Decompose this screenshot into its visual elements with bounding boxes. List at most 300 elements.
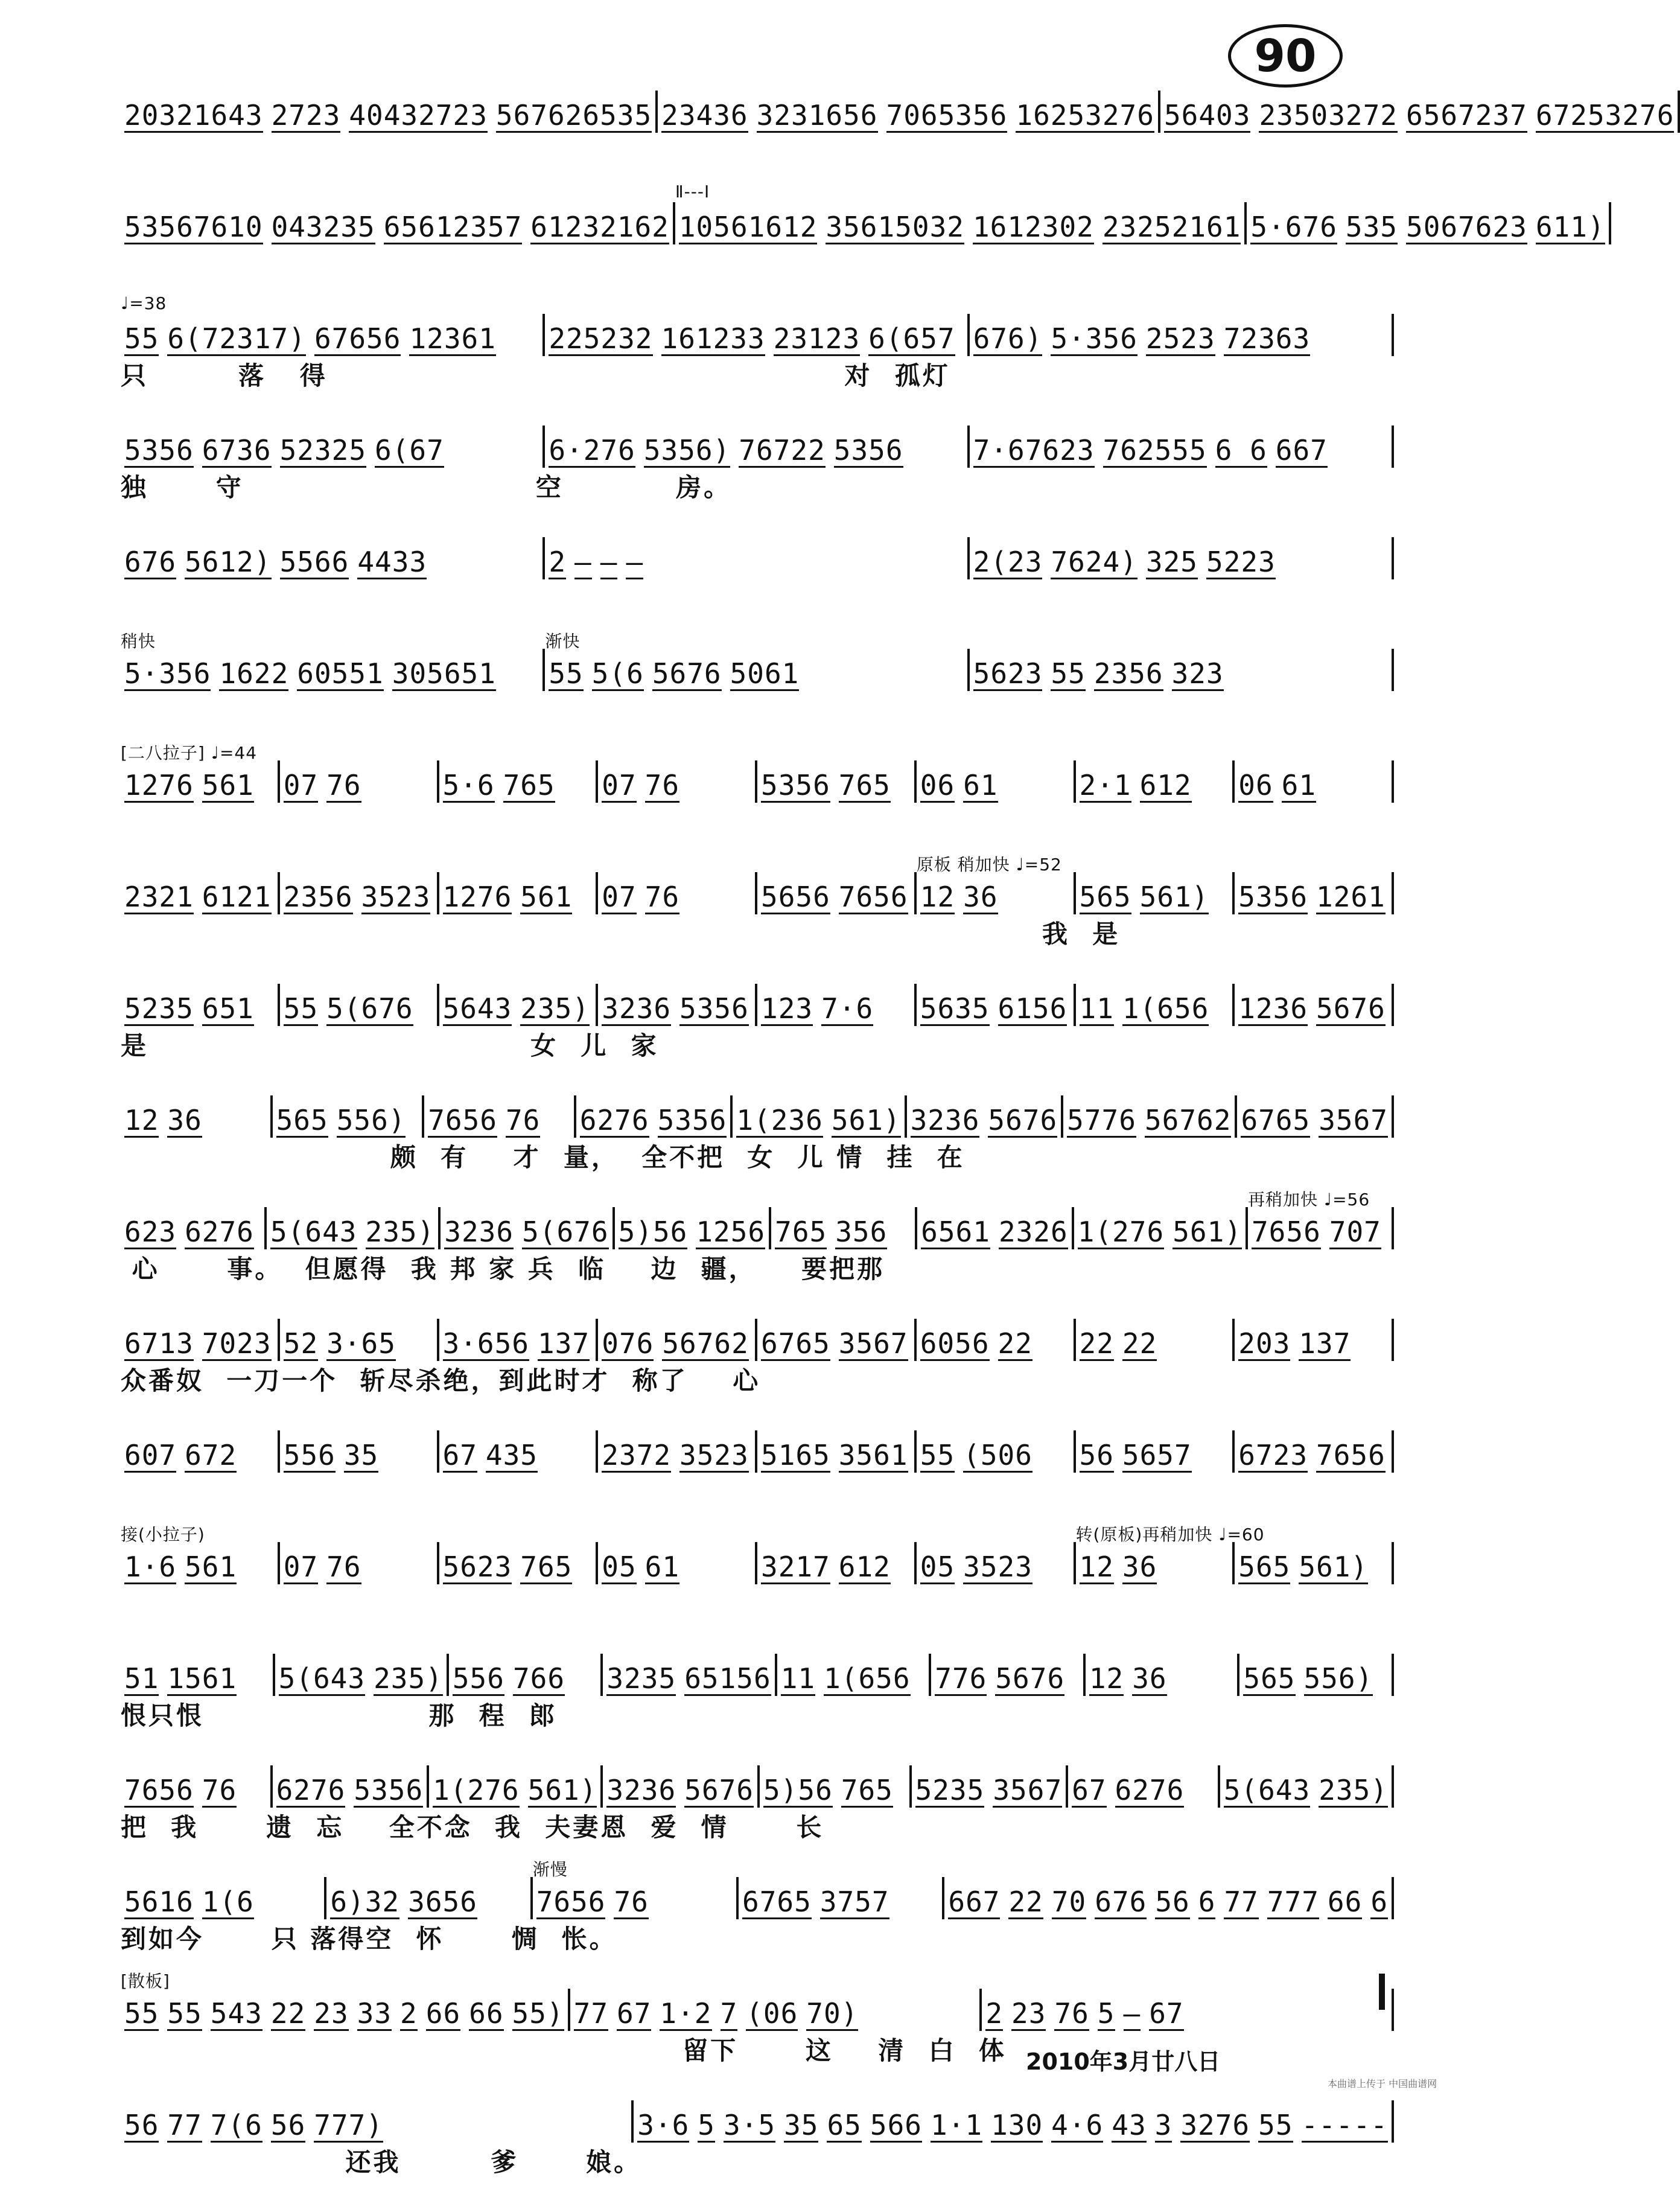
note-group: 1(656 — [1122, 992, 1209, 1025]
note-group: 235) — [520, 992, 590, 1025]
note-group: 76 — [1054, 1997, 1089, 2030]
measure — [603, 1765, 760, 1808]
note-group: 5623 — [973, 657, 1043, 690]
note-group: 3·5 — [724, 2109, 776, 2141]
measure — [121, 537, 545, 579]
note-group: 56 — [270, 2109, 306, 2141]
note-group: 61232162 — [530, 211, 669, 243]
note-group: 7656 — [1251, 1216, 1321, 1248]
tempo-annotation: Ⅱ---Ⅰ — [675, 182, 710, 202]
measure — [121, 293, 545, 356]
note-group: 23503272 — [1259, 99, 1398, 132]
measure — [424, 1095, 576, 1138]
note-group: 6276 — [185, 1216, 254, 1248]
note-group: 1(236 — [736, 1104, 823, 1136]
note-group: 55) — [512, 1997, 564, 2030]
note-group: 7656 — [536, 1885, 606, 1918]
lyrics-row — [121, 244, 1394, 281]
measure — [532, 1860, 739, 1919]
note-group: 7624) — [1051, 546, 1138, 578]
note-group: 672 — [185, 1439, 237, 1471]
note-group: 7·6 — [821, 992, 874, 1025]
measure — [121, 1319, 280, 1361]
note-group: 1236 — [1238, 992, 1308, 1025]
measure — [970, 426, 1394, 468]
notes-row — [121, 1654, 1394, 1696]
final-barline — [1379, 1974, 1385, 2010]
measure — [1235, 872, 1394, 914]
note-group: 676) — [973, 322, 1043, 355]
notes-row — [121, 1765, 1394, 1808]
note-group: 7·67623 — [973, 434, 1095, 467]
note-group: 5235 — [915, 1774, 985, 1806]
note-group: 5(676 — [522, 1216, 609, 1248]
measure — [121, 2100, 634, 2143]
note-group: 65612357 — [383, 211, 523, 243]
notes-row — [121, 984, 1394, 1026]
note-group: 6713 — [124, 1327, 194, 1360]
note-group: 3523 — [679, 1439, 749, 1471]
measure — [1076, 1430, 1235, 1473]
note-group: 356 — [835, 1216, 888, 1248]
note-group: 07 — [283, 1551, 319, 1583]
measure — [917, 1430, 1076, 1473]
note-group: 305651 — [392, 657, 496, 690]
tempo-annotation: ♩=38 — [121, 293, 167, 313]
notes-row — [121, 2100, 1394, 2143]
score-system — [121, 984, 1394, 1095]
score-system — [121, 1654, 1394, 1765]
note-group: 565 — [276, 1104, 328, 1136]
score — [121, 91, 1675, 2212]
measure — [634, 2100, 1394, 2143]
lyrics-row — [121, 803, 1394, 839]
lyrics-row — [121, 691, 1394, 727]
note-group: 3656 — [408, 1885, 477, 1918]
lyric-text: 我 是 — [121, 919, 1121, 949]
notes-row — [121, 1525, 1394, 1584]
note-group: 6 — [1198, 1885, 1216, 1918]
lyrics-row — [121, 1808, 1394, 1844]
note-group: 611) — [1535, 211, 1605, 243]
note-group: 1·6 — [124, 1551, 177, 1583]
note-group: 765 — [520, 1551, 573, 1583]
score-system — [121, 743, 1394, 872]
note-group: 2 — [549, 546, 567, 578]
measure — [757, 984, 917, 1026]
lyric-text: 心 事。 但愿得 我 邦 家 兵 临 边 疆， 要把那 — [121, 1254, 885, 1284]
note-group: 7(6 — [210, 2109, 262, 2141]
note-group: 56 — [124, 2109, 159, 2141]
note-group: 61 — [963, 769, 998, 802]
measure — [280, 984, 439, 1026]
note-group: 5616 — [124, 1885, 194, 1918]
note-group: 2326 — [998, 1216, 1068, 1248]
note-group: 6156 — [998, 992, 1068, 1025]
score-system — [121, 1860, 1394, 1989]
note-group: 130 — [991, 2109, 1043, 2141]
notes-row — [121, 182, 1605, 244]
measure — [1220, 1765, 1394, 1808]
note-group: 11 — [780, 1662, 816, 1695]
note-group: 5(6 — [591, 657, 644, 690]
notes-row — [121, 743, 1394, 803]
lyric-text: 众番奴 一刀一个 斩尽杀绝，到此时才 称了 心 — [121, 1366, 761, 1395]
measure — [576, 1095, 733, 1138]
note-group: 3523 — [963, 1551, 1032, 1583]
measure — [121, 984, 280, 1026]
measure — [1076, 1319, 1235, 1361]
measure — [598, 984, 757, 1026]
note-group: 1561 — [167, 1662, 237, 1695]
note-group: 40432723 — [349, 99, 488, 132]
note-group: 435 — [485, 1439, 538, 1471]
measure — [280, 1542, 439, 1584]
note-group: 06 — [920, 769, 955, 802]
note-group: 77 — [167, 2109, 202, 2141]
measure — [1235, 1319, 1394, 1361]
measure — [1076, 984, 1235, 1026]
note-group: 5676 — [684, 1774, 754, 1806]
note-group: 07 — [602, 881, 637, 913]
note-group: 66 — [1327, 1885, 1363, 1918]
measure — [280, 872, 439, 914]
notes-row — [121, 1860, 1394, 1919]
tempo-annotation: 稍快 — [121, 631, 156, 651]
lyrics-row — [121, 1919, 1394, 1955]
measure — [1235, 760, 1394, 803]
note-group: 3567 — [838, 1327, 908, 1360]
note-group: 2 — [400, 1997, 418, 2030]
note-group: 561 — [520, 881, 573, 913]
note-group: 5 — [1097, 1997, 1115, 2030]
measure — [439, 984, 599, 1026]
note-group: 5676 — [988, 1104, 1058, 1136]
note-group: 161233 — [661, 322, 765, 355]
note-group: 7 — [720, 1997, 738, 2030]
measure — [917, 984, 1076, 1026]
lyrics-row — [121, 133, 1394, 169]
notes-row — [121, 855, 1394, 914]
note-group: 35 — [343, 1439, 379, 1471]
note-group: 07 — [283, 769, 319, 802]
note-group: 5356 — [657, 1104, 727, 1136]
score-system — [121, 1765, 1394, 1877]
note-group: 5356 — [761, 769, 830, 802]
note-group: 762555 — [1102, 434, 1207, 467]
note-group: 67 — [442, 1439, 477, 1471]
note-group: 12361 — [409, 322, 496, 355]
lyric-text: 独 守 空 房。 — [121, 473, 732, 502]
note-group: 5356 — [679, 992, 749, 1025]
note-group: 70 — [1051, 1885, 1087, 1918]
note-group: 56 — [1079, 1439, 1114, 1471]
note-group: 5·6 — [442, 769, 495, 802]
measure — [545, 631, 969, 691]
note-group: 5061 — [730, 657, 800, 690]
note-group: 05 — [920, 1551, 955, 1583]
note-group: 1612302 — [972, 211, 1094, 243]
note-group: 5067623 — [1406, 211, 1527, 243]
lyric-text: 是 女 儿 家 — [121, 1031, 659, 1060]
notes-row — [121, 1190, 1394, 1249]
note-group: 1261 — [1316, 881, 1386, 913]
note-group: 765 — [841, 1774, 893, 1806]
tempo-annotation: 原板 稍加快 ♩=52 — [916, 855, 1062, 875]
note-group: 2(23 — [973, 546, 1043, 578]
measure — [280, 1319, 439, 1361]
note-group: 7656 — [124, 1774, 194, 1806]
note-group: 72363 — [1223, 322, 1311, 355]
note-group: 76 — [644, 769, 680, 802]
note-group: 67656 — [314, 322, 401, 355]
note-group: 6276 — [1115, 1774, 1185, 1806]
measure — [1247, 202, 1611, 244]
measure — [449, 1654, 603, 1696]
score-system — [121, 537, 1394, 649]
measure — [1076, 872, 1235, 914]
measure — [970, 537, 1394, 579]
note-group: 6(67 — [375, 434, 444, 467]
note-group: 3235 — [606, 1662, 676, 1695]
note-group: 36 — [963, 881, 998, 913]
note-group: 22 — [270, 1997, 306, 2030]
measure — [733, 1095, 906, 1138]
note-group: 137 — [537, 1327, 590, 1360]
note-group: 777 — [1267, 1885, 1319, 1918]
note-group: 55 — [124, 1997, 159, 2030]
tempo-annotation: [散板] — [121, 1971, 170, 1991]
note-group: 76 — [505, 1104, 541, 1136]
note-group: 55 — [1051, 657, 1086, 690]
score-system — [121, 91, 1675, 202]
note-group: 12 — [124, 1104, 159, 1136]
notes-row — [121, 426, 1394, 468]
measure — [570, 1989, 982, 2031]
measure — [1237, 1095, 1394, 1138]
measure — [912, 1765, 1069, 1808]
note-group: 3236 — [444, 1216, 514, 1248]
score-system — [121, 293, 1394, 426]
note-group: 67 — [1072, 1774, 1107, 1806]
measure — [944, 1877, 1394, 1919]
note-group: 6(72317) — [167, 322, 306, 355]
note-group: 235) — [365, 1216, 435, 1248]
note-group: 323 — [1171, 657, 1224, 690]
note-group: 5·356 — [1051, 322, 1138, 355]
note-group: 77 — [573, 1997, 609, 2030]
measure — [970, 649, 1394, 691]
note-group: (506 — [963, 1439, 1032, 1471]
measure — [615, 1207, 772, 1249]
note-group: 5676 — [652, 657, 722, 690]
note-group: 612 — [1139, 769, 1192, 802]
note-group: 53567610 — [124, 211, 263, 243]
note-group: 556) — [1303, 1662, 1373, 1695]
note-group: 67253276 — [1535, 99, 1675, 132]
note-group: 7656 — [838, 881, 908, 913]
measure — [439, 1542, 599, 1584]
note-group: 561) — [1139, 881, 1209, 913]
score-system — [121, 1095, 1394, 1207]
note-group: 05 — [602, 1551, 637, 1583]
measure — [1239, 1654, 1394, 1696]
notes-row — [121, 631, 1394, 691]
note-group: 6765 — [742, 1885, 812, 1918]
note-group: 22 — [1008, 1885, 1043, 1918]
measure — [121, 743, 280, 803]
measure — [982, 1989, 1394, 2031]
measure — [917, 1207, 1074, 1249]
note-group: 6561 — [921, 1216, 990, 1248]
measure — [121, 91, 658, 133]
lyric-text: 颇 有 才 量， 全不把 女 儿 情 挂 在 — [121, 1143, 965, 1172]
measure — [1074, 1207, 1248, 1249]
note-group: — — [574, 546, 592, 578]
note-group: 77 — [1224, 1885, 1259, 1918]
score-system — [121, 1190, 1394, 1319]
measure — [121, 872, 280, 914]
measure — [441, 1207, 614, 1249]
note-group: 2321 — [124, 881, 194, 913]
note-group: 22 — [1079, 1327, 1114, 1360]
note-group: 5(643 — [270, 1216, 357, 1248]
note-group: 1256 — [696, 1216, 766, 1248]
measure — [603, 1654, 777, 1696]
measure — [1068, 1765, 1220, 1808]
note-group: 651 — [202, 992, 254, 1025]
note-group: 76 — [326, 769, 361, 802]
note-group: 076 — [602, 1327, 654, 1360]
note-group: 225232 — [549, 322, 653, 355]
note-group: — — [626, 546, 644, 578]
note-group: 52325 — [279, 434, 367, 467]
note-group: 55 — [1258, 2109, 1293, 2141]
score-system — [121, 1525, 1394, 1654]
note-group: 5356 — [354, 1774, 424, 1806]
note-group: 22 — [998, 1327, 1032, 1360]
measure — [121, 1971, 570, 2031]
note-group: 7023 — [202, 1327, 272, 1360]
note-group: 5165 — [761, 1439, 830, 1471]
note-group: 3236 — [910, 1104, 980, 1136]
note-group: 6121 — [202, 881, 272, 913]
note-group: 7656 — [428, 1104, 497, 1136]
lyrics-row — [121, 1696, 1394, 1732]
note-group: ----- — [1301, 2109, 1388, 2141]
note-group: 667 — [1275, 434, 1328, 467]
note-group: 5(676 — [326, 992, 413, 1025]
measure — [970, 314, 1394, 356]
note-group: 1276 — [124, 769, 194, 802]
note-group: 565 — [1238, 1551, 1291, 1583]
note-group: 2523 — [1145, 322, 1215, 355]
measure — [545, 537, 969, 579]
measure — [1086, 1654, 1240, 1696]
measure — [1063, 1095, 1237, 1138]
measure — [273, 1095, 425, 1138]
note-group: 12 — [1089, 1662, 1124, 1695]
note-group: 556) — [336, 1104, 406, 1136]
note-group: 55 — [920, 1439, 955, 1471]
measure — [545, 314, 969, 356]
note-group: 5356) — [643, 434, 731, 467]
note-group: 20321643 — [124, 99, 263, 132]
note-group: 16253276 — [1016, 99, 1154, 132]
measure — [275, 1654, 449, 1696]
note-group: 561) — [1172, 1216, 1242, 1248]
measure — [439, 872, 599, 914]
measure — [757, 872, 917, 914]
lyric-text: 恨只恨 那 程 郎 — [121, 1701, 557, 1730]
measure — [757, 760, 917, 803]
lyrics-row — [121, 468, 1394, 504]
note-group: 35 — [784, 2109, 819, 2141]
note-group: 676 — [1095, 1885, 1147, 1918]
note-group: 3217 — [761, 1551, 830, 1583]
note-group: 5657 — [1122, 1439, 1192, 1471]
note-group: 561 — [202, 769, 254, 802]
note-group: 6 6 — [1215, 434, 1267, 467]
measure — [598, 872, 757, 914]
score-system — [121, 2100, 1394, 2212]
note-group: 1(276 — [1077, 1216, 1165, 1248]
measure — [326, 1877, 532, 1919]
measure — [121, 1877, 326, 1919]
note-group: 70) — [806, 1997, 859, 2030]
note-group: 1276 — [442, 881, 512, 913]
lyrics-row — [121, 1473, 1394, 1509]
note-group: 5)56 — [763, 1774, 833, 1806]
measure — [598, 1542, 757, 1584]
note-group: 2·1 — [1079, 769, 1131, 802]
measure — [771, 1207, 917, 1249]
note-group: 3523 — [361, 881, 431, 913]
notes-row — [121, 1430, 1394, 1473]
note-group: 765 — [503, 769, 555, 802]
note-group: 76 — [614, 1885, 649, 1918]
measure — [598, 1430, 757, 1473]
lyrics-row — [121, 1584, 1394, 1621]
note-group: 2372 — [602, 1439, 672, 1471]
note-group: 6056 — [920, 1327, 990, 1360]
note-group: 76 — [326, 1551, 361, 1583]
notes-row — [121, 1971, 1394, 2031]
note-group: 235) — [374, 1662, 443, 1695]
note-group: 65156 — [684, 1662, 771, 1695]
measure — [658, 91, 1160, 133]
note-group: 61 — [1281, 769, 1317, 802]
note-group: 12 — [1079, 1551, 1114, 1583]
measure — [1247, 1190, 1394, 1249]
measure — [429, 1765, 603, 1808]
note-group: 3·6 — [637, 2109, 690, 2141]
measure — [917, 1542, 1076, 1584]
note-group: 55 — [167, 1997, 202, 2030]
measure — [777, 1654, 932, 1696]
lyric-text: 留下 这 清 白 体 — [121, 2036, 1007, 2065]
note-group: 55 — [283, 992, 319, 1025]
lyric-text: 还我 爹 娘。 — [121, 2147, 642, 2177]
note-group: 06 — [1238, 769, 1273, 802]
note-group: 7065356 — [886, 99, 1008, 132]
measure — [121, 1207, 267, 1249]
measure — [439, 1319, 599, 1361]
note-group: 61 — [644, 1551, 680, 1583]
note-group: 561) — [831, 1104, 901, 1136]
measure — [439, 760, 599, 803]
note-group: 5676 — [1316, 992, 1386, 1025]
